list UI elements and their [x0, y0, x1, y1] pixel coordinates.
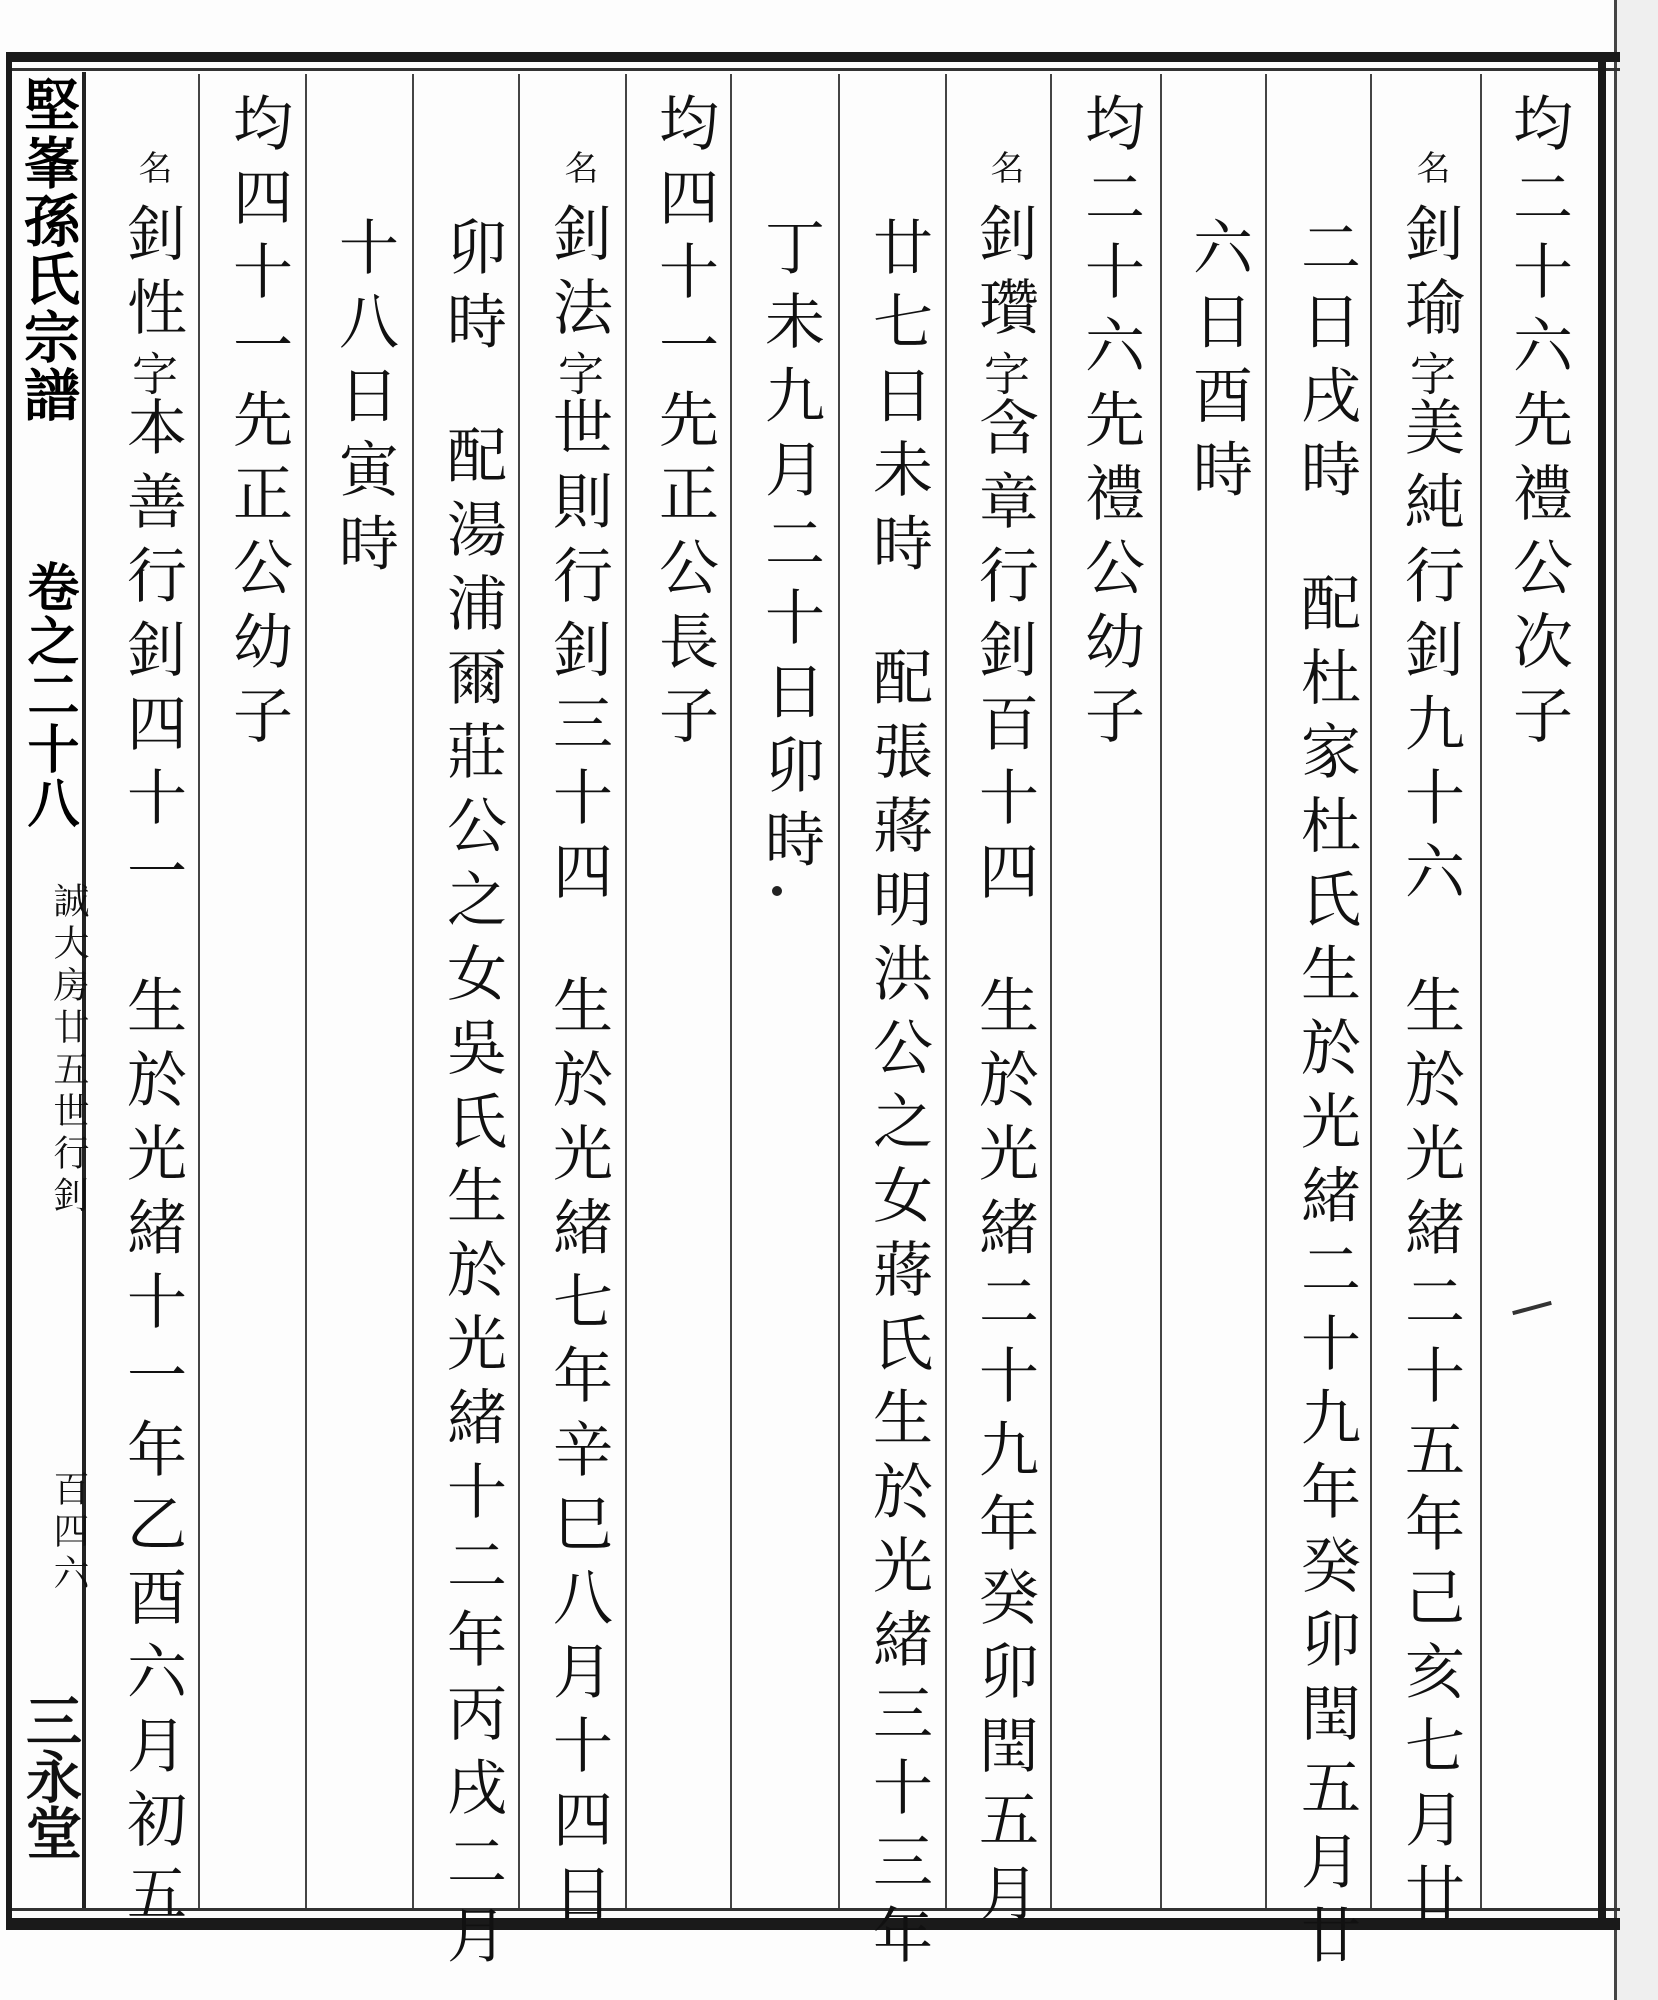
column-rule: [518, 74, 520, 1908]
column-entry-1: [1392, 150, 1468, 1936]
column-entry-5: [860, 216, 936, 1978]
spine-page-number: 百四六: [48, 1470, 89, 1596]
book-spine: [12, 72, 89, 1908]
column-entry-8: [434, 216, 510, 1978]
spouse-record: 配杜家杜氏生於光緒二十九年癸卯閏五月廿: [1291, 572, 1361, 1978]
column-entry-2: [1288, 216, 1364, 1978]
column-entry-3: 六日酉時: [1183, 216, 1253, 512]
punctuation-dot: [772, 886, 782, 896]
column-entry-10: [114, 150, 190, 1936]
spine-hall-name: 三永堂: [17, 1692, 83, 1860]
column-entry-6: 丁未九月二十日卯時: [755, 216, 825, 882]
column-rule: [1480, 74, 1482, 1908]
column-entry-4: [966, 150, 1042, 1936]
entry-details: 本善行釗四十一: [117, 396, 187, 914]
column-heading-1: 均二十六先禮公次子: [1503, 92, 1573, 758]
top-frame-inner-line: [10, 68, 1620, 71]
spouse-record: 配湯浦爾莊公之女吳氏生於光緒十二年丙戌二月: [437, 424, 507, 1978]
column-heading-2: 均二十六先禮公幼子: [1075, 92, 1145, 758]
column-rule: [1370, 74, 1372, 1908]
column-rule: [305, 74, 307, 1908]
birth-time: 廿七日未時: [863, 216, 933, 586]
birth-time: 二日戌時: [1291, 216, 1361, 512]
zi-label: 字: [1403, 350, 1457, 396]
entry-details: 世則行釗三十四: [543, 396, 613, 914]
person-name: 釗法: [543, 202, 613, 350]
column-entry-9: 十八日寅時: [329, 216, 399, 586]
column-rule: [625, 74, 627, 1908]
birth-record: 生於光緒七年辛巳八月十四日: [543, 974, 613, 1936]
person-name: 釗性: [117, 202, 187, 350]
right-frame-line: [1598, 52, 1606, 1930]
zi-label: 字: [977, 350, 1031, 396]
spine-title: 堅峯孫氏宗譜: [15, 76, 81, 424]
person-name: 釗瑜: [1395, 202, 1465, 350]
spine-volume: 卷之二十八: [18, 560, 79, 830]
zi-label: 字: [551, 350, 605, 396]
birth-record: 生於光緒二十九年癸卯閏五月: [969, 974, 1039, 1936]
column-heading-3: 均四十一先正公長子: [649, 92, 719, 758]
bottom-frame-inner-line: [10, 1908, 1620, 1911]
name-label: 名: [132, 150, 172, 184]
column-rule: [945, 74, 947, 1908]
birth-record: 生於光緒十一年乙酉六月初五: [117, 974, 187, 1936]
column-rule: [198, 74, 200, 1908]
page-edge: [1614, 0, 1658, 2000]
column-rule: [1050, 74, 1052, 1908]
birth-record: 生於光緒二十五年己亥七月廿: [1395, 974, 1465, 1936]
ink-mark: [1512, 1301, 1552, 1315]
column-rule: [412, 74, 414, 1908]
birth-time: 卯時: [437, 216, 507, 364]
name-label: 名: [1410, 150, 1450, 184]
entry-details: 含章行釗百十四: [969, 396, 1039, 914]
spine-branch: 誠大房廿五世行釗: [48, 882, 89, 1218]
column-rule: [838, 74, 840, 1908]
column-heading-4: 均四十一先正公幼子: [223, 92, 293, 758]
bottom-frame-line: [10, 1918, 1620, 1930]
column-entry-7: [540, 150, 616, 1936]
column-rule: [1265, 74, 1267, 1908]
spouse-record: 配張蔣明洪公之女蔣氏生於光緒三十三年: [863, 646, 933, 1978]
name-label: 名: [558, 150, 598, 184]
zi-label: 字: [125, 350, 179, 396]
name-label: 名: [984, 150, 1024, 184]
column-rule: [1160, 74, 1162, 1908]
person-name: 釗瓚: [969, 202, 1039, 350]
top-frame-line: [10, 52, 1620, 62]
column-rule: [730, 74, 732, 1908]
entry-details: 美純行釗九十六: [1395, 396, 1465, 914]
